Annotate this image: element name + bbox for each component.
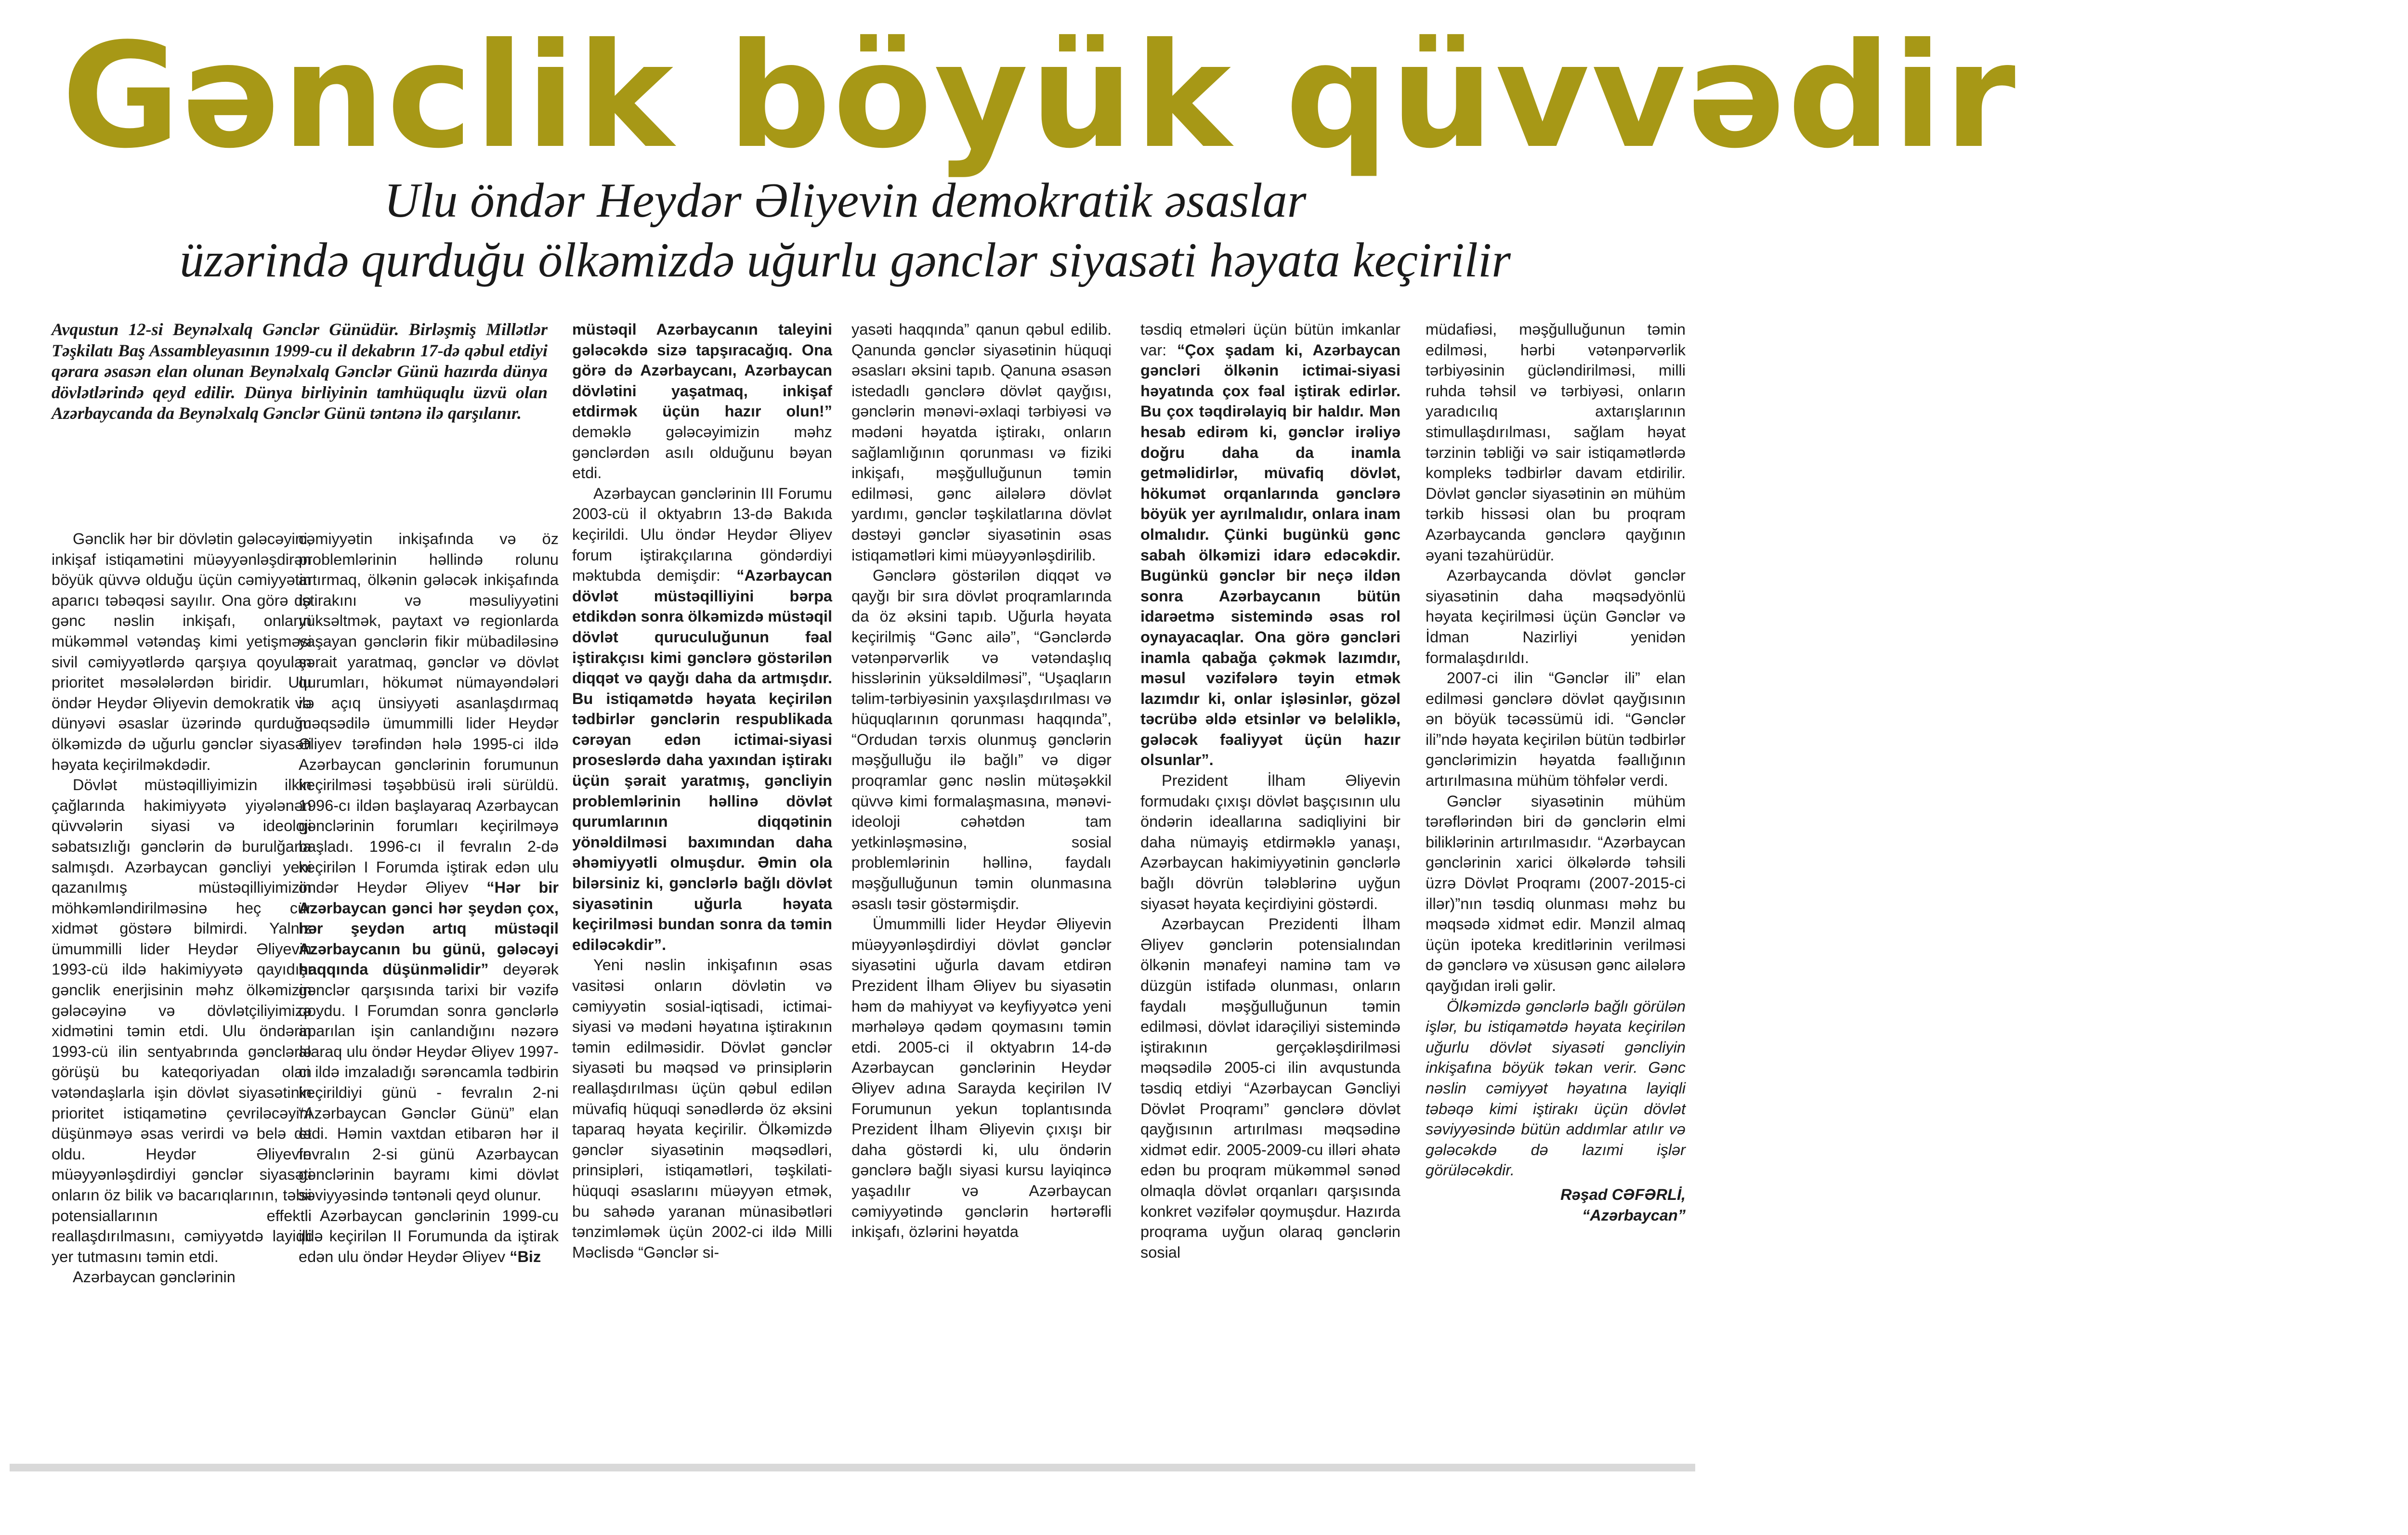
italic-text: Ölkəmizdə gənclərlə bağlı görülən işlər, bu istiqamətdə həyata keçirilən uğurlu dövlət siyasəti gəncliyin inkişafına böyük təkan verir. Gənc nəslin cəmiyyət həyatına layiqli təbəqə kimi iştirakı üçün dövlət səviyyəsində bütün addımlar atılır və gələcəkdə də lazımi işlər görüləcəkdir. (1426, 997, 1686, 1179)
paragraph: müdafiəsi, məşğulluğunun təmin edilməsi, hərbi vətənpərvərlik tərbiyəsinin gücləndirilməsi, milli ruhda təhsil və tərbiyəsi, onların yaradıcılıq axtarışlarının stimullaşdırılması, sağlam həyat tərzinin təbliği və sair istiqamətlərdə kompleks tədbirlər davam etdirilir. Dövlət gənclər siyasətinin ən mühüm tərkib hissəsi olan bu proqram Azərbaycanda gənclərə qayğının əyani təzahürüdür. (1426, 321, 1686, 564)
paragraph (299, 529, 559, 1206)
text: cəmiyyətin inkişafında və öz problemlərinin həllində rolunu artırmaq, ölkənin gələcək inkişafında iştirakını və məsuliyyətini yüksəltmək, paytaxt və regionlarda yaşayan gənclərin fikir mübadiləsinə şərait yaratmaq, gənclər və dövlət qurumları, hökumət nümayəndələri ilə açıq ünsiyyəti asanlaşdırmaq məqsədilə ümummilli lider Heydər Əliyev tərəfindən hələ 1995-ci ildə Azərbaycan gənclərinin forumunun keçirilməsi təşəbbüsü irəli sürüldü. 1996-cı ildən başlayaraq Azərbaycan gənclərinin forumları keçirilməyə başladı. 1996-cı il fevralın 2-də keçirilən I Forumda iştirak edən ulu öndər Heydər Əliyev (299, 530, 559, 897)
bottom-rule (10, 1464, 1695, 1471)
quote: “Biz (510, 1248, 541, 1265)
paragraph: Azərbaycan gənclərinin (73, 1268, 236, 1286)
paragraph: Gənclər siyasətinin mühüm tərəflərindən biri də gənclərin elmi biliklərinin artırılmasıdır. “Azərbaycan gənclərinin xarici ölkələrdə təhsili üzrə Dövlət Proqramı (2007-2015-ci illər)”nın təsdiq olunması məhz bu məqsədə xidmət edir. Mənzil almaq üçün ipoteka kreditlərinin verilməsi də gənclərə və xüsusən gənc ailələrə qayğıdan irəli gəlir. (1426, 792, 1686, 994)
column-2 (299, 529, 559, 1267)
paragraph: 2007-ci ilin “Gənclər ili” elan edilməsi gənclərə dövlət qayğısının ən böyük təcəssümü idi. “Gənclər ili”ndə həyata keçirilən bütün tədbirlər gənclərimizin həyatda fəallığının artırılmasına mühüm töhfələr verdi. (1426, 669, 1686, 790)
paragraph: Yeni nəslin inkişafının əsas vasitəsi onların dövlətin və cəmiyyətin sosial-iqtisadi, ictimai-siyasi və mədəni həyatına iştirakının təmin edilməsidir. Dövlət gənclər siyasəti bu məqsəd və prinsiplərin reallaşdırılması üçün qəbul edilən müvafiq hüquqi sənədlərdə öz əksini taparaq həyata keçirilir. Ölkəmizdə gənclər siyasətinin məqsədləri, prinsipləri, istiqamətləri, təşkilati-hüquqi əsaslarını müəyyən etmək, bu sahədə yaranan münasibətləri tənzimləmək üçün 2002-ci ildə Milli Məclisdə “Gənclər si- (572, 956, 832, 1261)
lead-paragraph (52, 319, 548, 424)
subtitle-line-1: Ulu öndər Heydər Əliyevin demokratik əsaslar (384, 173, 1307, 228)
paragraph: Azərbaycan Prezidenti İlham Əliyev gənclərin potensialından ölkənin mənafeyi naminə tam və düzgün istifadə olunması, onların faydalı məşğulluğunun təmin edilməsi, dövlət idarəçiliyi sistemində iştirakının gerçəkləşdirilməsi məqsədilə 2005-ci ilin avqustunda təsdiq etdiyi “Azərbaycan Gəncliyi Dövlət Proqramı” gənclərə dövlət qayğısının artırılması məqsədinə xidmət edir. 2005-2009-cu illəri əhatə edən bu proqram mükəmməl sənəd olmaqla dövlət orqanları qarşısında konkret vəzifələr qoymuşdur. Hazırda proqrama uyğun olaraq gənclərin sosial (1140, 915, 1400, 1261)
quote: “Hər bir Azərbaycan gənci hər şeydən çox, hər şeydən artıq müstəqil Azərbaycanın bu günü, gələcəyi haqqında düşünməlidir” (299, 879, 559, 978)
text: Azərbaycan gənclərinin III Forumu 2003-cü il oktyabrın 13-də Bakıda keçirildi. Ulu öndər Heydər Əliyev forum iştirakçılarına göndərdiyi məktubda demişdir: (572, 484, 832, 585)
paragraph: Azərbaycanda dövlət gənclər siyasətinin daha məqsədyönlü həyata keçirilməsi üçün Gənclər və İdman Nazirliyi yenidən formalaşdırıldı. (1426, 567, 1686, 666)
quote: “Azərbaycan dövlət müstəqilliyini bərpa etdikdən sonra ölkəmizdə müstəqil dövlət quruculuğunun fəal iştirakçısı kimi gənclərə göstərilən diqqət və qayğı daha da artmışdır. Bu istiqamətdə həyata keçirilən tədbirlər gənclərin respublikada cərəyan edən ictimai-siyasi proseslərdə daha yaxından iştirakı üçün şərait yaratmış, gəncliyin problemlərinin həllinə dövlət qurumlarının diqqətinin yönəldilməsi baxımından daha əhəmiyyətli olmuşdur. Əmin ola bilərsiniz ki, gənclərlə bağlı dövlət siyasətinin uğurla həyata keçirilməsi bundan sonra da təmin ediləcəkdir”. (572, 567, 832, 953)
quote: müstəqil Azərbaycanın taleyini gələcəkdə sizə tapşıracağıq. Ona görə də Azərbaycanı, Azərbaycan dövlətini yaşatmaq, inkişaf etdirmək üçün hazır olun!” (572, 321, 832, 420)
column-4 (851, 319, 1112, 1242)
source-name: “Azərbaycan” (1582, 1206, 1686, 1224)
subtitle (63, 171, 1628, 290)
column-6 (1426, 319, 1686, 1225)
column-5 (1140, 319, 1400, 1262)
paragraph: yasəti haqqında” qanun qəbul edilib. Qanunda gənclər siyasətinin hüquqi əsasları əksini tapıb. Qanuna əsasən istedadlı gənclərə dövlət qayğısı, gənclərin mənəvi-əxlaqi tərbiyəsi və mədəni həyatda iştirakı, onların sağlamlığının qorunması və fiziki inkişafı, məşğulluğunun təmin edilməsi, gənc ailələrə dövlət yardımı, gənclər təşkilatlarına dövlət dəstəyi gənclər siyasətinin əsas istiqamətləri kimi müəyyənləşdirilib. (851, 321, 1112, 564)
closing-paragraph (1426, 996, 1686, 1181)
author-name: Rəşad CƏFƏRLİ, (1560, 1185, 1686, 1203)
paragraph: Prezident İlham Əliyevin formudakı çıxışı dövlət başçısının ulu öndərin ideallarına sadiqliyini bir daha nümayiş etdirməklə yanaşı, Azərbaycan hakimiyyətinin gənclərlə bağlı dövrün tələblərinə uyğun siyasət həyata keçirdiyini göstərdi. (1140, 772, 1400, 912)
paragraph: Dövlət müstəqilliyimizin ilkin çağlarında hakimiyyətə yiyələnən qüvvələrin siyasi və ideoloji səbatsızlığı gənclərin də burulğana salmışdı. Azərbaycan gəncliyi yeni qazanılmış müstəqilliyimizin möhkəmləndirilməsinə heç cür xidmət göstərə bilmirdi. Yalnız ümummilli lider Heydər Əliyevin 1993-cü ildə hakimiyyətə qayıdışı gənclik enerjisinin məhz ölkəmizin gələcəyinə və dövlətçiliyimizə xidmətini təmin etdi. Ulu öndərin 1993-cü ilin sentyabrında gənclərlə görüşü bu kateqoriyadan olan vətəndaşlarla işin dövlət siyasətinin prioritet istiqamətinə çevriləcəyini düşünməyə əsas verirdi və belə də oldu. Heydər Əliyevin müəyyənləşdirdiyi gənclər siyasəti onların öz bilik və bacarıqlarının, təbii potensiallarının effektli reallaşdırılmasını, cəmiyyətdə layiqli yer tutmasını təmin etdi. (52, 776, 312, 1265)
paragraph: Gənclik hər bir dövlətin gələcəyini, inkişaf istiqamətini müəyyənləşdirən böyük qüvvə olduğu üçün cəmiyyətin aparıcı təbəqəsi sayılır. Ona görə də gənc nəslin inkişafı, onların mükəmməl vətəndaş kimi yetişməsi sivil cəmiyyətlərdə qarşıya qoyulan prioritet məsələlərdən biridir. Ulu öndər Heydər Əliyevin demokratik və dünyəvi əsaslar üzərində qurduğu ölkəmizdə də uğurlu gənclər siyasəti həyata keçirilməkdədir. (52, 530, 312, 773)
paragraph: Gənclərə göstərilən diqqət və qayğı bir sıra dövlət proqramlarında da öz əksini tapıb. Uğurla həyata keçirilmiş “Gənc ailə”, “Gənclərdə vətənpərvərlik və vətəndaşlıq hisslərinin yüksəldilməsi”, “Uşaqların təlim-tərbiyəsinin yaxşılaşdırılması və hüquqlarının qorunması haqqında”, “Ordudan tərxis olunmuş gənclərin məşğulluğu ilə bağlı” və digər proqramlar gənc nəslin mütəşəkkil qüvvə kimi formalaşmasına, mənəvi-ideoloji cəhətdən tam yetkinləşməsinə, sosial problemlərinin həllinə, faydalı məşğulluğunun təmin olunmasına əsaslı təsir göstərmişdir. (851, 567, 1112, 912)
headline: Gənclik böyük qüvvədir (62, 12, 2018, 180)
subtitle-line-2: üzərində qurduğu ölkəmizdə uğurlu gənclər siyasəti həyata keçirilir (180, 233, 1511, 287)
paragraph (572, 319, 832, 483)
text: deyərək gənclər qarşısında tarixi bir vəzifə qoydu. I Forumdan sonra gənclərlə aparılan işin canlandığını nəzərə alaraq ulu öndər Heydər Əliyev 1997-ci ildə imzaladığı sərəncamla tədbirin keçirildiyi günü - fevralın 2-ni “Azərbaycan Gənclər Günü” elan etdi. Həmin vaxtdan etibarən hər il fevralın 2-si günü Azərbaycan gənclərinin bayramı kimi dövlət səviyyəsində təntənəli qeyd olunur. (299, 961, 559, 1204)
text: deməklə gələcəyimizin məhz gənclərdən asılı olduğunu bəyan etdi. (572, 423, 832, 482)
paragraph (299, 1206, 559, 1267)
text: Azərbaycan gənclərinin 1999-cu ildə keçirilən II Forumunda da iştirak edən ulu öndər Heydər Əliyev (299, 1207, 559, 1265)
signature (1426, 1184, 1686, 1225)
paragraph (572, 483, 832, 955)
column-3 (572, 319, 832, 1262)
column-1 (52, 529, 312, 1288)
paragraph (1140, 319, 1400, 770)
text: təsdiq etmələri üçün bütün imkanlar var: (1140, 321, 1400, 359)
quote: “Çox şadam ki, Azərbaycan gəncləri ölkənin ictimai-siyasi həyatında çox fəal iştirak edirlər. Bu çox təqdirəlayiq bir haldır. Mən hesab edirəm ki, gənclər irəliyə doğru daha da inamla getməlidirlər, müvafiq dövlət, hökumət orqanlarında gənclərə böyük yer ayrılmalıdır, onlara inam olmalıdır. Çünki bugünkü gənc sabah ölkəmizi idarə edəcəkdir. Bugünkü gənclər bir neçə ildən sonra Azərbaycanın bütün idarəetmə sistemində əsas rol oynayacaqlar. Ona görə gəncləri inamla qabağa çəkmək lazımdır, məsul vəzifələrə təyin etmək lazımdır ki, onlar işləsinlər, gözəl təcrübə əldə etsinlər və beləliklə, gələcək fəaliyyət üçün hazır olsunlar”. (1140, 341, 1400, 769)
lead-text: Avqustun 12-si Beynəlxalq Gənclər Günüdür. Birləşmiş Millətlər Təşkilatı Baş Assambleyasının 1999-cu il dekabrın 17-də qəbul etdiyi qərara əsasən elan olunan Beynəlxalq Gənclər Günü hazırda dünya dövlətlərində qeyd edilir. Dünya birliyinin tamhüquqlu üzvü olan Azərbaycanda da Beynəlxalq Gənclər Günü təntənə ilə qarşılanır. (52, 320, 548, 423)
paragraph: Ümummilli lider Heydər Əliyevin müəyyənləşdirdiyi dövlət gənclər siyasətini uğurla davam etdirən Prezident İlham Əliyev bu siyasətin həm də mahiyyət və keyfiyyətcə yeni mərhələyə qədəm qoymasını təmin etdi. 2005-ci il oktyabrın 14-də Azərbaycan gənclərinin Heydər Əliyev adına Sarayda keçirilən IV Forumunun yekun toplantısında Prezident İlham Əliyevin çıxışı bir daha göstərdi ki, ulu öndərin gənclərə bağlı siyasi kursu layiqincə yaşadılır və Azərbaycan cəmiyyətində gənclərin hərtərəfli inkişafı, özlərini həyatda (851, 915, 1112, 1241)
